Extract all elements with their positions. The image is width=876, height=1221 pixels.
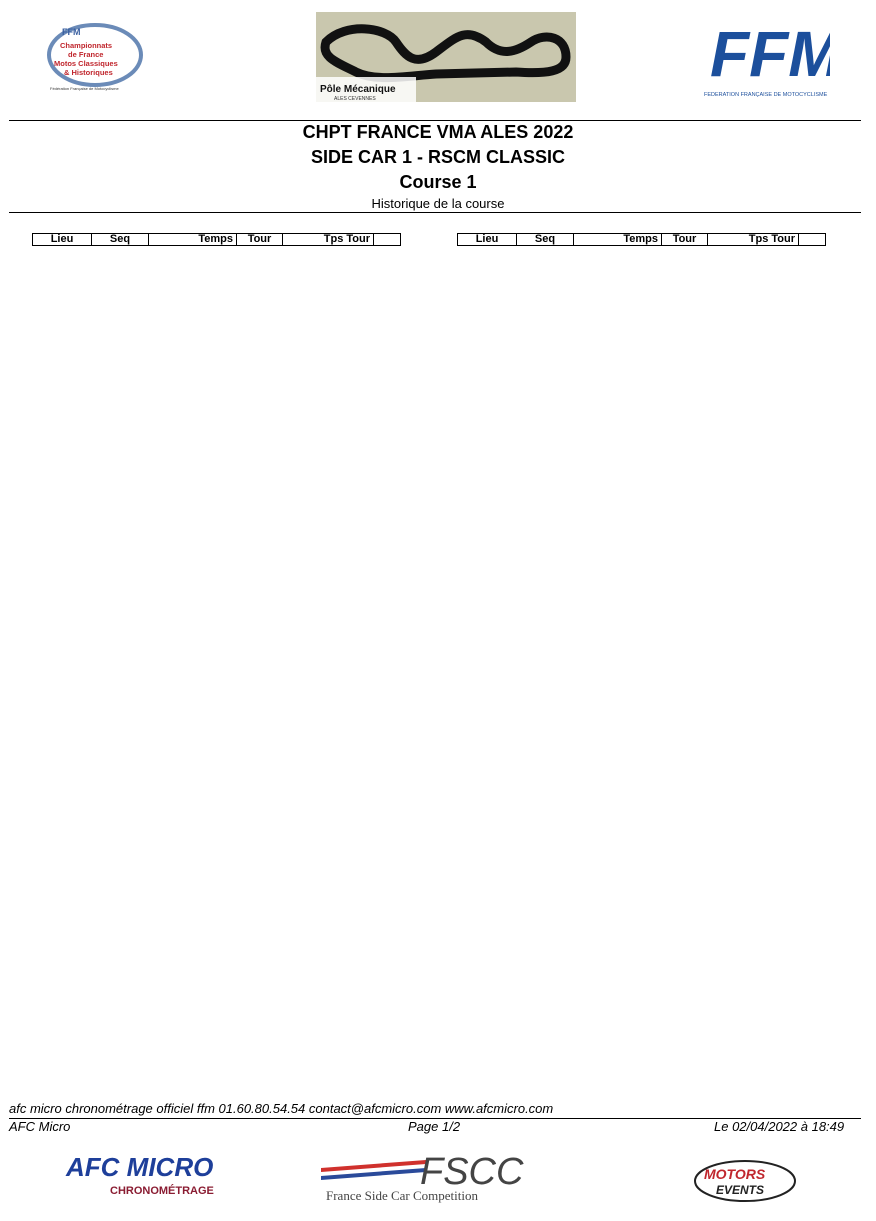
motors-events-logo [690,1156,800,1206]
svg-text:FFM: FFM [710,18,830,90]
header-temps: Temps [574,234,662,246]
header-tour: Tour [237,234,283,246]
header-rule-top [9,120,861,121]
svg-text:MOTORS: MOTORS [704,1166,766,1182]
svg-text:AFC MICRO: AFC MICRO [66,1152,214,1182]
header-tps-tour: Tps Tour [708,234,799,246]
svg-text:de France: de France [68,50,104,59]
circuit-logo [316,12,576,102]
afc-micro-logo [62,1150,237,1200]
header-rule-bottom [9,212,861,213]
header-seq: Seq [92,234,149,246]
svg-text:Motos Classiques: Motos Classiques [54,59,118,68]
page-subtitle: Historique de la course [371,196,505,211]
svg-text:Fédération Française de Motocy: Fédération Française de Motocyclisme [50,86,119,91]
ffm-logo [700,14,830,100]
right-column-header [457,233,826,246]
event-title: CHPT FRANCE VMA ALES 2022 [302,122,574,142]
header-lieu: Lieu [458,234,517,246]
svg-text:EVENTS: EVENTS [716,1183,765,1197]
header-seq: Seq [517,234,574,246]
left-column-header [32,233,401,246]
header-mark [374,234,401,246]
svg-text:& Historiques: & Historiques [64,68,113,77]
header-tps-tour: Tps Tour [283,234,374,246]
footer-timestamp: Le 02/04/2022 à 18:49 [714,1119,845,1134]
svg-text:Pôle Mécanique: Pôle Mécanique [320,84,396,95]
header-tour: Tour [662,234,708,246]
svg-text:Championnats: Championnats [60,41,113,50]
header-temps: Temps [149,234,237,246]
fscc-logo [316,1148,606,1204]
svg-text:FSCC: FSCC [420,1151,524,1193]
header-mark [799,234,826,246]
category-title: SIDE CAR 1 - RSCM CLASSIC [310,147,566,167]
race-title: Course 1 [399,172,477,192]
svg-text:CHRONOMÉTRAGE: CHRONOMÉTRAGE [110,1185,214,1197]
footer-company: AFC Micro [9,1119,71,1134]
header-lieu: Lieu [33,234,92,246]
championnats-logo [40,22,150,92]
svg-text:FFM: FFM [62,27,81,37]
svg-text:ALES CEVENNES: ALES CEVENNES [334,96,376,102]
svg-text:France Side Car Competition: France Side Car Competition [326,1188,479,1203]
svg-text:FEDERATION FRANÇAISE DE MOTOCY: FEDERATION FRANÇAISE DE MOTOCYCLISME [704,92,828,98]
footer-page-number: Page 1/2 [408,1119,461,1134]
footer-contact: afc micro chronométrage officiel ffm 01.60.80.54.54 contact@afcmicro.com www.afcmicro.com [9,1101,554,1116]
